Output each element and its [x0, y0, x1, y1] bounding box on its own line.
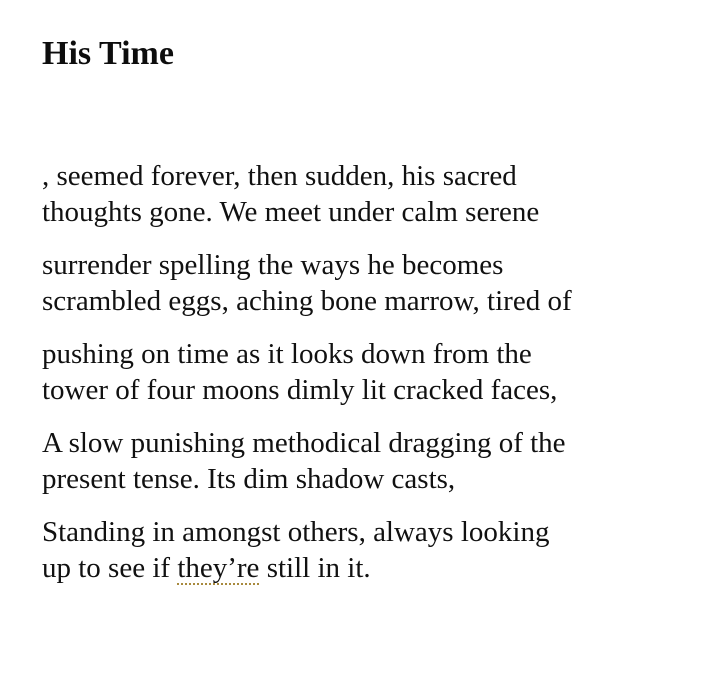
poem-line: Standing in amongst others, always looking: [42, 516, 550, 548]
stanza-4: [42, 425, 702, 497]
spellcheck-flagged-word[interactable]: they’re: [177, 552, 260, 584]
poem-line: surrender spelling the ways he becomes: [42, 249, 504, 281]
stanza-2: [42, 247, 702, 319]
poem-line: pushing on time as it looks down from the: [42, 338, 532, 370]
poem-line: A slow punishing methodical dragging of the: [42, 427, 566, 459]
poem-title: His Time: [42, 35, 174, 72]
poem-line: tower of four moons dimly lit cracked faces,: [42, 374, 558, 406]
line-text: up to see if: [42, 552, 178, 584]
line-text: still in it.: [259, 552, 371, 584]
stanza-3: [42, 336, 702, 408]
poem-line-last: [42, 550, 702, 586]
stanza-5: [42, 514, 702, 586]
stanza-1: [42, 158, 702, 230]
poem-line: present tense. Its dim shadow casts,: [42, 463, 456, 495]
poem-body: [42, 158, 702, 603]
poem-line: thoughts gone. We meet under calm serene: [42, 196, 540, 228]
poem-line: , seemed forever, then sudden, his sacred: [42, 160, 517, 192]
poem-line: scrambled eggs, aching bone marrow, tired of: [42, 285, 572, 317]
